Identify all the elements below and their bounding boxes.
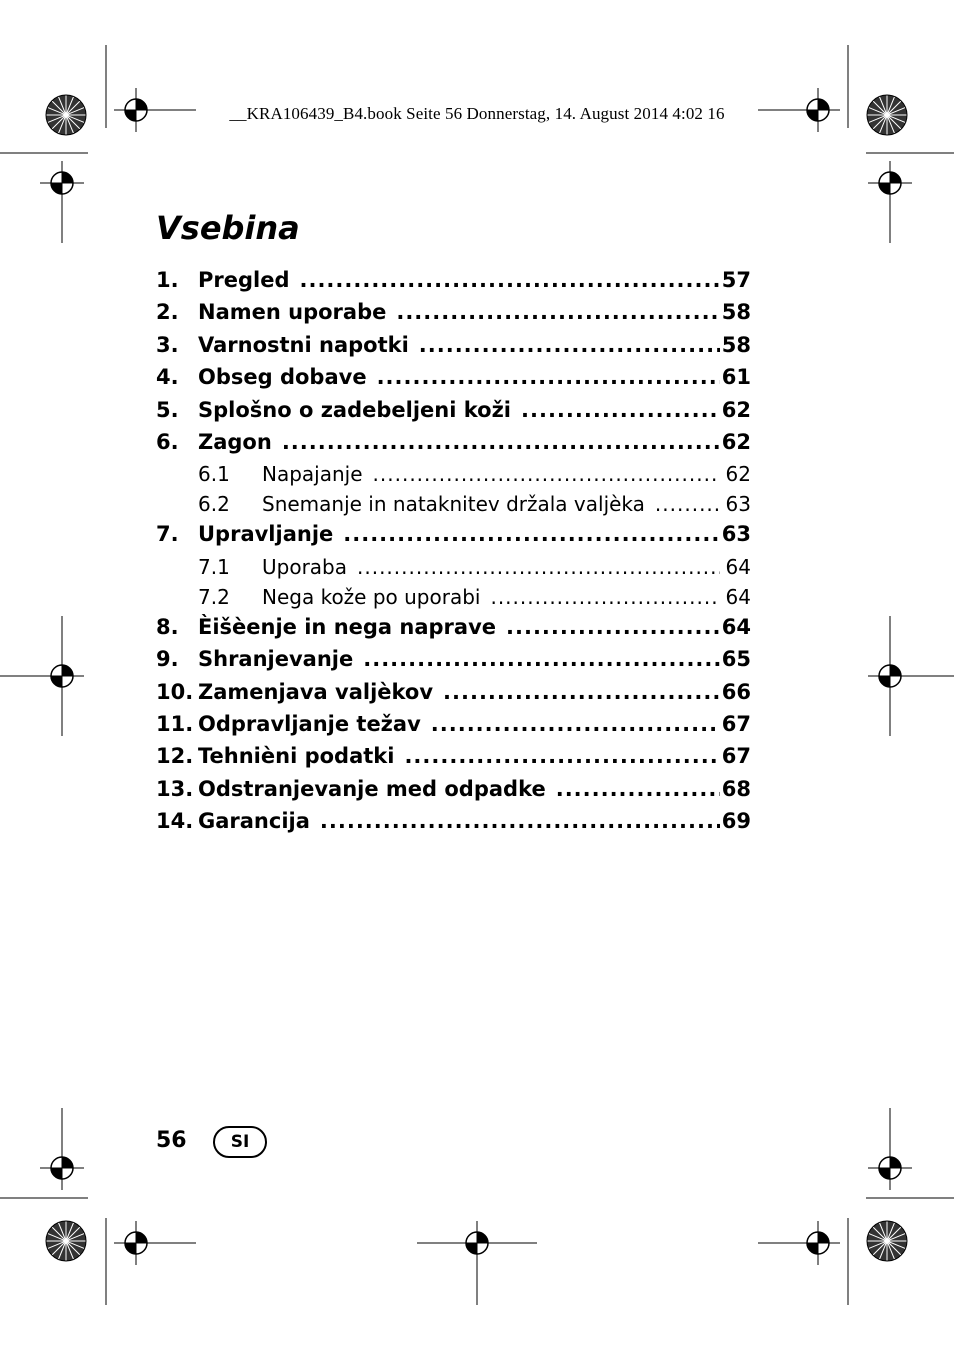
toc-entry[interactable]	[156, 615, 751, 647]
toc-entry[interactable]	[156, 333, 751, 365]
toc-entry[interactable]	[156, 680, 751, 712]
toc-entry-number: 4.	[156, 365, 179, 390]
toc-entry-page: 68	[721, 776, 751, 801]
toc-leader-dots	[343, 522, 720, 546]
toc-entry[interactable]	[156, 522, 751, 554]
language-badge	[213, 1126, 267, 1158]
toc-entry[interactable]	[156, 647, 751, 679]
toc-entry-label: Uporaba	[262, 554, 347, 579]
toc-entry-label: Napajanje	[262, 462, 363, 487]
toc-entry-label: Garancija	[198, 809, 310, 834]
toc-entry-label: Odstranjevanje med odpadke	[198, 776, 546, 801]
toc-entry-page: 64	[725, 554, 751, 579]
toc-entry-label: Nega kože po uporabi	[262, 584, 481, 609]
print-header: __KRA106439_B4.book Seite 56 Donnerstag, 14. August 2014 4:02 16	[229, 104, 725, 123]
toc-entry[interactable]	[156, 365, 751, 397]
toc-entry[interactable]	[156, 777, 751, 809]
toc-entry-number: 6.2	[198, 492, 230, 517]
toc-entry-number: 5.	[156, 397, 179, 422]
toc-entry-number: 11.	[156, 711, 194, 736]
toc-leader-dots	[282, 430, 720, 454]
toc-entry-page: 66	[721, 679, 751, 704]
toc-entry-page: 57	[721, 268, 751, 292]
toc-leader-dots	[357, 555, 720, 579]
toc-entry-label: Pregled	[198, 268, 290, 292]
toc-entry-page: 62	[721, 397, 751, 422]
toc-leader-dots	[404, 744, 719, 768]
toc-entry-number: 3.	[156, 332, 179, 357]
toc-entry[interactable]	[156, 300, 751, 332]
toc-leader-dots	[655, 492, 720, 516]
toc-leader-dots	[419, 333, 720, 357]
rosette-bottom-left	[46, 1221, 86, 1261]
toc-entry[interactable]	[156, 555, 751, 585]
toc-entry-page: 64	[725, 584, 751, 609]
toc-entry-label: Èišèenje in nega naprave	[198, 614, 497, 639]
toc-leader-dots	[443, 680, 720, 704]
toc-entry[interactable]	[156, 744, 751, 776]
rosette-bottom-right	[867, 1221, 907, 1261]
toc-entry-page: 58	[721, 332, 751, 357]
page-title: Vsebina	[156, 209, 300, 247]
toc-entry-page: 65	[721, 647, 751, 672]
toc-entry-page: 67	[721, 711, 751, 736]
toc-entry-label: Namen uporabe	[198, 300, 387, 325]
language-badge-label: SI	[230, 1132, 250, 1152]
toc-leader-dots	[396, 300, 719, 324]
toc-entry-number: 6.1	[198, 462, 230, 487]
toc-entry[interactable]	[156, 268, 751, 300]
toc-entry[interactable]	[156, 398, 751, 430]
toc-entry-page: 63	[725, 492, 751, 517]
toc-entry-label: Tehnièni podatki	[198, 744, 395, 769]
toc-entry-number: 10.	[156, 679, 194, 704]
toc-entry-page: 62	[725, 462, 751, 487]
toc-entry[interactable]	[156, 492, 751, 522]
toc-entry-label: Zamenjava valjèkov	[198, 679, 434, 704]
toc-entry-label: Obseg dobave	[198, 365, 367, 390]
toc-entry-page: 64	[721, 614, 751, 639]
toc-entry-label: Varnostni napotki	[198, 332, 409, 357]
toc-entry-number: 7.	[156, 522, 179, 547]
toc-entry-label: Odpravljanje težav	[198, 711, 421, 736]
toc-entry-number: 1.	[156, 268, 179, 292]
toc-leader-dots	[506, 615, 720, 639]
toc-leader-dots	[490, 585, 719, 609]
toc-leader-dots	[320, 809, 720, 833]
toc-entry-number: 14.	[156, 809, 194, 834]
toc-entry-page: 58	[721, 300, 751, 325]
toc-leader-dots	[377, 365, 720, 389]
toc-entry[interactable]	[156, 430, 751, 462]
toc-leader-dots	[556, 777, 720, 801]
toc-entry-number: 12.	[156, 744, 194, 769]
toc-entry-number: 13.	[156, 776, 194, 801]
toc-entry-page: 61	[721, 365, 751, 390]
toc-entry-page: 69	[721, 809, 751, 834]
toc-leader-dots	[363, 647, 720, 671]
toc-leader-dots	[521, 398, 720, 422]
toc-entry-label: Zagon	[198, 429, 272, 454]
toc-entry-label: Splošno o zadebeljeni koži	[198, 397, 512, 422]
toc-entry[interactable]	[156, 809, 751, 841]
toc-leader-dots	[300, 268, 720, 292]
toc-entry-page: 63	[721, 522, 751, 547]
toc-entry-label: Shranjevanje	[198, 647, 354, 672]
toc-entry[interactable]	[156, 585, 751, 615]
page-number: 56	[156, 1128, 187, 1153]
toc-entry-number: 8.	[156, 614, 179, 639]
toc-entry-number: 9.	[156, 647, 179, 672]
toc-entry[interactable]	[156, 712, 751, 744]
toc-entry-number: 7.1	[198, 554, 230, 579]
toc-entry-number: 7.2	[198, 584, 230, 609]
toc-entry-label: Upravljanje	[198, 522, 334, 547]
toc-entry[interactable]	[156, 462, 751, 492]
toc-entry-page: 67	[721, 744, 751, 769]
toc-entry-number: 2.	[156, 300, 179, 325]
toc-entry-page: 62	[721, 429, 751, 454]
table-of-contents	[156, 268, 751, 841]
toc-entry-number: 6.	[156, 429, 179, 454]
toc-leader-dots	[373, 462, 720, 486]
toc-entry-label: Snemanje in nataknitev držala valjèka	[262, 492, 645, 517]
toc-leader-dots	[431, 712, 720, 736]
